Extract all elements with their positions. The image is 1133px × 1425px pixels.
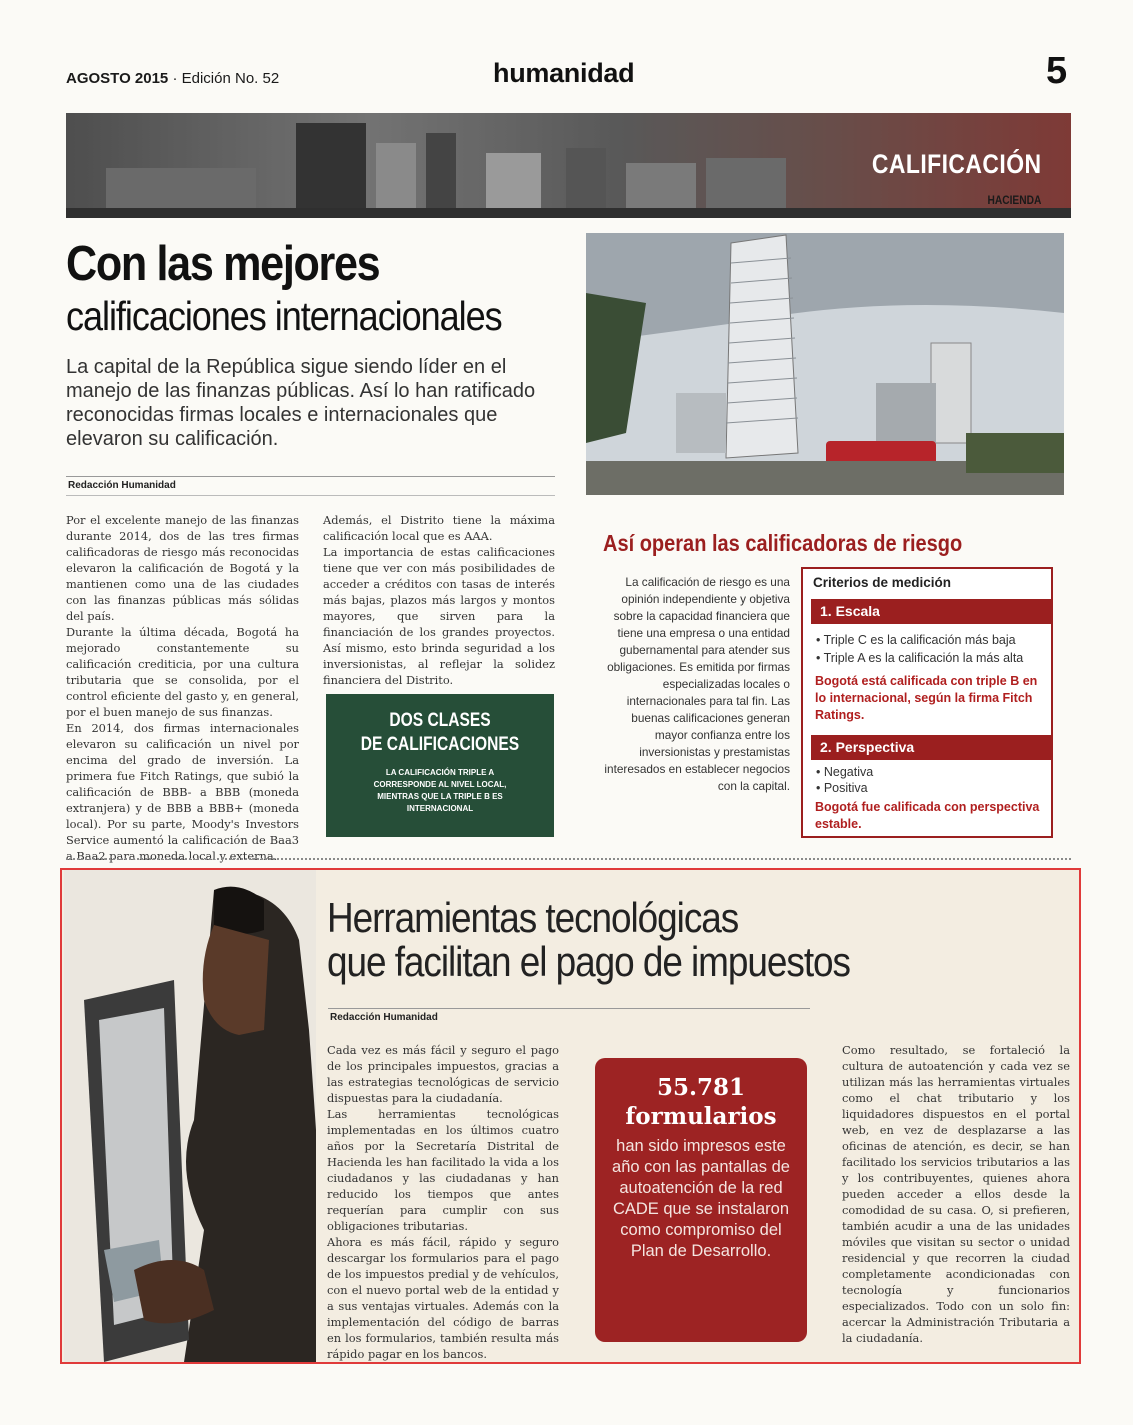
byline: Redacción Humanidad [330, 1012, 438, 1023]
article-column-2 [323, 512, 555, 688]
highlighted-article [60, 868, 1081, 1364]
section-banner [66, 113, 1071, 218]
criteria-box [801, 567, 1053, 838]
info-box-text: LA CALIFICACIÓN TRIPLE A CORRESPONDE AL NIVEL LOCAL, MIENTRAS QUE LA TRIPLE B ES INTERNACIONAL [373, 768, 507, 813]
article2-column-3 [842, 1042, 1070, 1346]
criteria-item: • Positiva [816, 781, 868, 795]
info-box-title-1: DOS CLASES [389, 710, 491, 731]
paragraph: En 2014, dos firmas internacionales elevaron su calificación un nivel por encima del grado de inversión. La primera fue Fitch Ratings, que subió la calificación de BBB- a BBB (moneda extranjera) y de BBB a BBB+ (moneda local). Por su parte, Moody's Investors Service aumentó la calificación de Baa3 a Baa2 para moneda local y externa. [66, 721, 299, 863]
criteria-item: • Triple A es la calificación la más alta [816, 651, 1024, 665]
criteria-item: • Triple C es la calificación más baja [816, 633, 1016, 647]
criteria-item: • Negativa [816, 765, 874, 779]
article2-headline-line2: que facilitan el pago de impuestos [327, 938, 850, 985]
tower-photo-illustration [586, 233, 1064, 495]
page-number: 5 [1046, 50, 1068, 92]
info-box-green [326, 694, 554, 837]
edition-text: · Edición No. 52 [172, 70, 280, 87]
paragraph: Cada vez es más fácil y seguro el pago de los principales impuestos, gracias a las estrategias tecnológicas de servicio dispuestas para la ciudadanía. [327, 1043, 559, 1105]
paragraph: Las herramientas tecnológicas implementadas en los últimos cuatro años por la Secretaría Distrital de Hacienda les han facilitado la vida a los ciudadanos y las ciudadanas y han reducido los tiempos que antes requerían para cumplir con sus obligaciones tributarias. [327, 1107, 559, 1233]
info-box-title-2: DE CALIFICACIONES [360, 734, 520, 755]
criteria-note: Bogotá fue calificada con perspectiva estable. [815, 800, 1040, 831]
person-at-kiosk-photo [64, 870, 316, 1362]
paragraph: Durante la última década, Bogotá ha mejorado constantemente su calificación crediticia, por una cultura tributaria que se consolida, por el control eficiente del gasto y, en general, por el buen manejo de sus finanzas. [66, 625, 299, 719]
paragraph: Por el excelente manejo de las finanzas durante 2014, dos de las tres firmas calificadoras de riesgo más reconocidas elevaron la calificación de Bogotá y la mantienen como una de las ciudades con las finanzas públicas más sólidas del país. [66, 513, 299, 623]
stat-unit: formularios [625, 1103, 777, 1130]
section-name: humanidad [493, 58, 635, 88]
stat-text: han sido impresos este año con las pantallas de autoatención de la red CADE que se instalaron como compromiso del Plan de Desarrollo. [612, 1137, 790, 1260]
article2-column-1 [327, 1042, 559, 1362]
paragraph: Como resultado, se fortaleció la cultura de autoatención y cada vez se utilizan más las herramientas virtuales como el chat tributario y los liquidadores dispuestos en el portal web, en vez de desplazarse a las oficinas de atención, es decir, se han facilitado los servicios tributarios a las y los contribuyentes, quienes ahora pueden acceder a ellos desde la comodidad de su casa. O, si prefieren, también acudir a una de las unidades móviles que visitan su sector o unidad residencial y que recorren la ciudad completamente acondicionadas con tecnología y funcionarios especializados. Todo con un solo fin: acercar la Administración Tributaria a la ciudadanía. [842, 1043, 1070, 1345]
paragraph: Además, el Distrito tiene la máxima calificación local que es AAA. [323, 513, 555, 543]
byline-rule [66, 476, 555, 477]
banner-label: CALIFICACIÓN [871, 149, 1041, 179]
sidebar-text: La calificación de riesgo es una opinión independiente y objetiva sobre la capacidad financiera que tiene una empresa o una entidad gubernamental para atender sus obligaciones. Es emitida por firmas especializadas locales o internacionales para tal fin. Las buenas calificaciones generan mayor confianza entre los inversionistas y prestamistas interesados en establecer negocios con la capital. [604, 575, 790, 793]
banner-sublabel: HACIENDA [987, 193, 1041, 207]
stat-box [595, 1058, 807, 1342]
criteria-bar-perspective: 2. Perspectiva [811, 735, 1051, 760]
byline: Redacción Humanidad [68, 480, 176, 491]
date-text: AGOSTO 2015 [66, 70, 169, 87]
sidebar-title: Así operan las calificadoras de riesgo [603, 530, 963, 556]
criteria-title: Criterios de medición [813, 575, 952, 590]
issue-date [66, 70, 279, 87]
headline-bold: Con las mejores [66, 237, 380, 291]
article2-headline-line1: Herramientas tecnológicas [327, 894, 739, 941]
tower-photo [586, 233, 1064, 495]
headline-light: calificaciones internacionales [66, 293, 502, 339]
paragraph: La importancia de estas calificaciones tiene que ver con más posibilidades de acceder a créditos con tasas de interés más bajas, plazos más largos y montos mayores, que sirven para la financiación de los grandes proyectos. Así mismo, esto brinda seguridad a los inversionistas, al reflejar la solidez financiera del Distrito. [323, 545, 555, 687]
byline-rule-bottom [66, 495, 555, 496]
stat-number: 55.781 [656, 1074, 746, 1101]
lead-paragraph: La capital de la República sigue siendo líder en el manejo de las finanzas públicas. Así lo han ratificado reconocidas firmas locales e internacionales que elevaron su calificación. [66, 356, 536, 450]
section-divider [66, 858, 1071, 860]
criteria-note: Bogotá está calificada con triple B en lo internacional, según la firma Fitch Ratings. [815, 674, 1038, 722]
byline-rule [328, 1008, 810, 1009]
article-column-1 [66, 512, 299, 864]
person-at-kiosk-illustration [64, 870, 316, 1362]
paragraph: Ahora es más fácil, rápido y seguro descargar los formularios para el pago de los impuestos predial y de vehículos, con el nuevo portal web de la entidad y a sus ventajas virtuales. Además con la implementación del código de barras en los formularios, también resulta más rápido pagar en los bancos. [327, 1235, 559, 1361]
criteria-bar-scale: 1. Escala [811, 599, 1051, 624]
